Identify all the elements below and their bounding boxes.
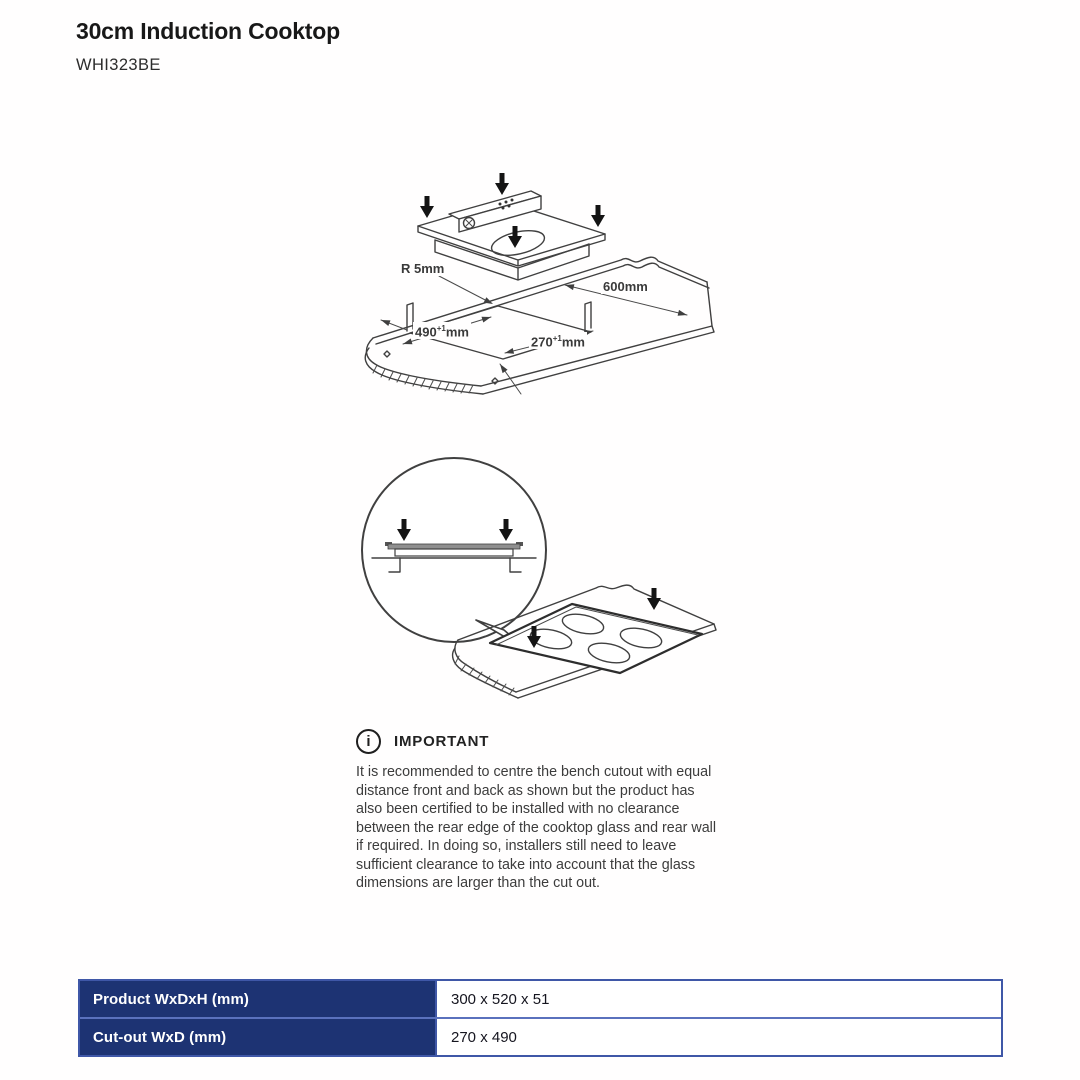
important-note-header xyxy=(356,729,718,754)
spec-label-product-dimensions: Product WxDxH (mm) xyxy=(80,981,435,1017)
clamp-detail-drawing xyxy=(358,438,718,716)
installation-diagram xyxy=(363,168,715,404)
bench-depth-label: 600mm xyxy=(603,279,648,294)
cutout-width-value: 270 xyxy=(531,334,553,350)
important-note-body: It is recommended to centre the bench cutout with equal distance front and back as shown but the product has also been certified to be installed with no clearance between the rear edge of the cooktop glass and rear wall if required. In doing so, installers still need to leave sufficient clearance to take into account that the glass dimensions are larger than the cut out. xyxy=(356,764,717,892)
important-note xyxy=(356,729,718,893)
cutout-width-tolerance: +1 xyxy=(552,334,562,343)
model-number: WHI323BE xyxy=(76,56,161,74)
clamp-detail-diagram xyxy=(358,438,718,716)
press-down-arrow-icon xyxy=(420,196,434,218)
cutout-width-label xyxy=(529,332,587,349)
spec-value-cutout-dimensions: 270 x 490 xyxy=(435,1019,1001,1055)
spec-label-cutout-dimensions: Cut-out WxD (mm) xyxy=(80,1019,435,1055)
important-note-title: IMPORTANT xyxy=(394,733,490,750)
cutout-width-unit: mm xyxy=(561,334,585,350)
magnified-cross-section xyxy=(362,458,546,642)
spec-table xyxy=(78,979,1003,1057)
info-icon xyxy=(356,729,381,754)
table-row xyxy=(80,1017,1001,1055)
page-title: 30cm Induction Cooktop xyxy=(76,18,340,44)
press-down-arrow-icon xyxy=(591,205,605,227)
press-down-arrow-icon xyxy=(647,588,661,610)
bench-edge-hatching xyxy=(373,365,473,393)
alignment-mark xyxy=(384,351,390,357)
installation-diagram-drawing xyxy=(363,168,715,404)
table-row xyxy=(80,981,1001,1017)
cutout-depth-label xyxy=(413,322,471,339)
cutout-depth-unit: mm xyxy=(445,324,469,340)
cutout-depth-value: 490 xyxy=(415,324,437,340)
info-icon-glyph: i xyxy=(366,733,371,750)
cutout-depth-tolerance: +1 xyxy=(436,324,446,333)
spec-value-product-dimensions: 300 x 520 x 51 xyxy=(435,981,1001,1017)
press-down-arrow-icon xyxy=(495,173,509,195)
mounting-bracket xyxy=(585,302,591,330)
cooktop-glass-outline xyxy=(490,604,702,673)
corner-radius-label: R 5mm xyxy=(401,261,445,276)
